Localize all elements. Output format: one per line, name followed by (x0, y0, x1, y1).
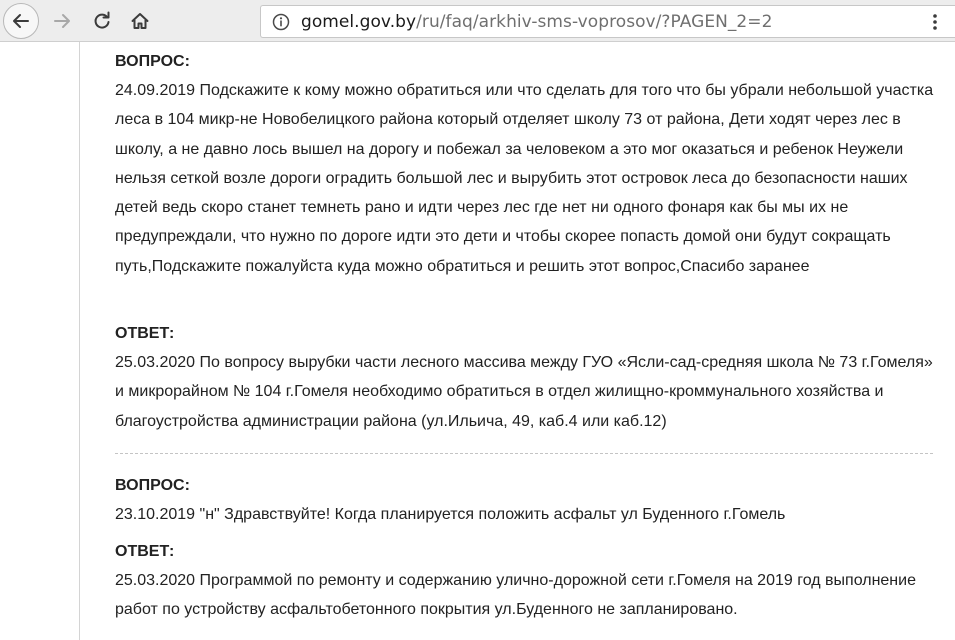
url-path: /ru/faq/arkhiv-sms-voprosov/?PAGEN_2=2 (416, 12, 773, 32)
answer-label: ОТВЕТ: (115, 543, 175, 560)
page-content (0, 42, 955, 640)
info-icon[interactable] (272, 13, 290, 31)
question-label: ВОПРОС: (115, 53, 190, 70)
reload-button[interactable] (84, 3, 120, 39)
ellipsis-icon[interactable] (928, 13, 942, 31)
url-domain: gomel.gov.by (301, 12, 417, 32)
faq-separator (115, 453, 933, 454)
address-bar[interactable] (260, 5, 955, 38)
home-button[interactable] (122, 3, 158, 39)
url-text[interactable] (301, 12, 772, 32)
home-icon (130, 11, 150, 31)
answer-label: ОТВЕТ: (115, 325, 175, 342)
forward-button[interactable] (44, 3, 80, 39)
back-button[interactable] (3, 3, 39, 39)
question-text: 23.10.2019 "н" Здравствуйте! Когда планируется положить асфальт ул Буденного г.Гомель (115, 506, 786, 523)
arrow-left-icon (11, 11, 31, 31)
reload-icon (92, 11, 112, 31)
column-divider (79, 42, 80, 640)
answer-text: 25.03.2020 По вопросу вырубки части лесного массива между ГУО «Ясли-сад-средняя школа № 73 г.Гомеля» и микрорайном № 104 г.Гомеля необходимо обратиться в отдел жилищно-кроммунального хозяйства и благоустройства администрации района (ул.Ильича, 49, каб.4 или каб.12) (115, 354, 933, 430)
arrow-right-icon (52, 11, 72, 31)
question-text: 24.09.2019 Подскажите к кому можно обратиться или что сделать для того что бы убрали небольшой участка леса в 104 микр-не Новобелицкого района который отделяет школу 73 от района, Дети ходят через лес в школу, а не давно лось вышел на дорогу и побежал за человеком а это мог оказаться и ребенок Неужели нельзя сеткой возле дороги оградить большой лес и вырубить этот островок леса до безопасности наших детей ведь скоро станет темнеть рано и идти через лес где нет ни одного фонаря как бы мы их не предупреждали, что нужно по дороге идти это дети и чтобы скорее попасть домой они будут сокращать путь,Подскажите пожалуйста куда можно обратиться и решить этот вопрос,Спасибо заранее (115, 82, 934, 275)
question-label: ВОПРОС: (115, 477, 190, 494)
answer-text: 25.03.2020 Программой по ремонту и содержанию улично-дорожной сети г.Гомеля на 2019 год выполнение работ по устройству асфальтобетонного покрытия ул.Буденного не запланировано. (115, 572, 916, 619)
browser-toolbar (0, 0, 955, 42)
